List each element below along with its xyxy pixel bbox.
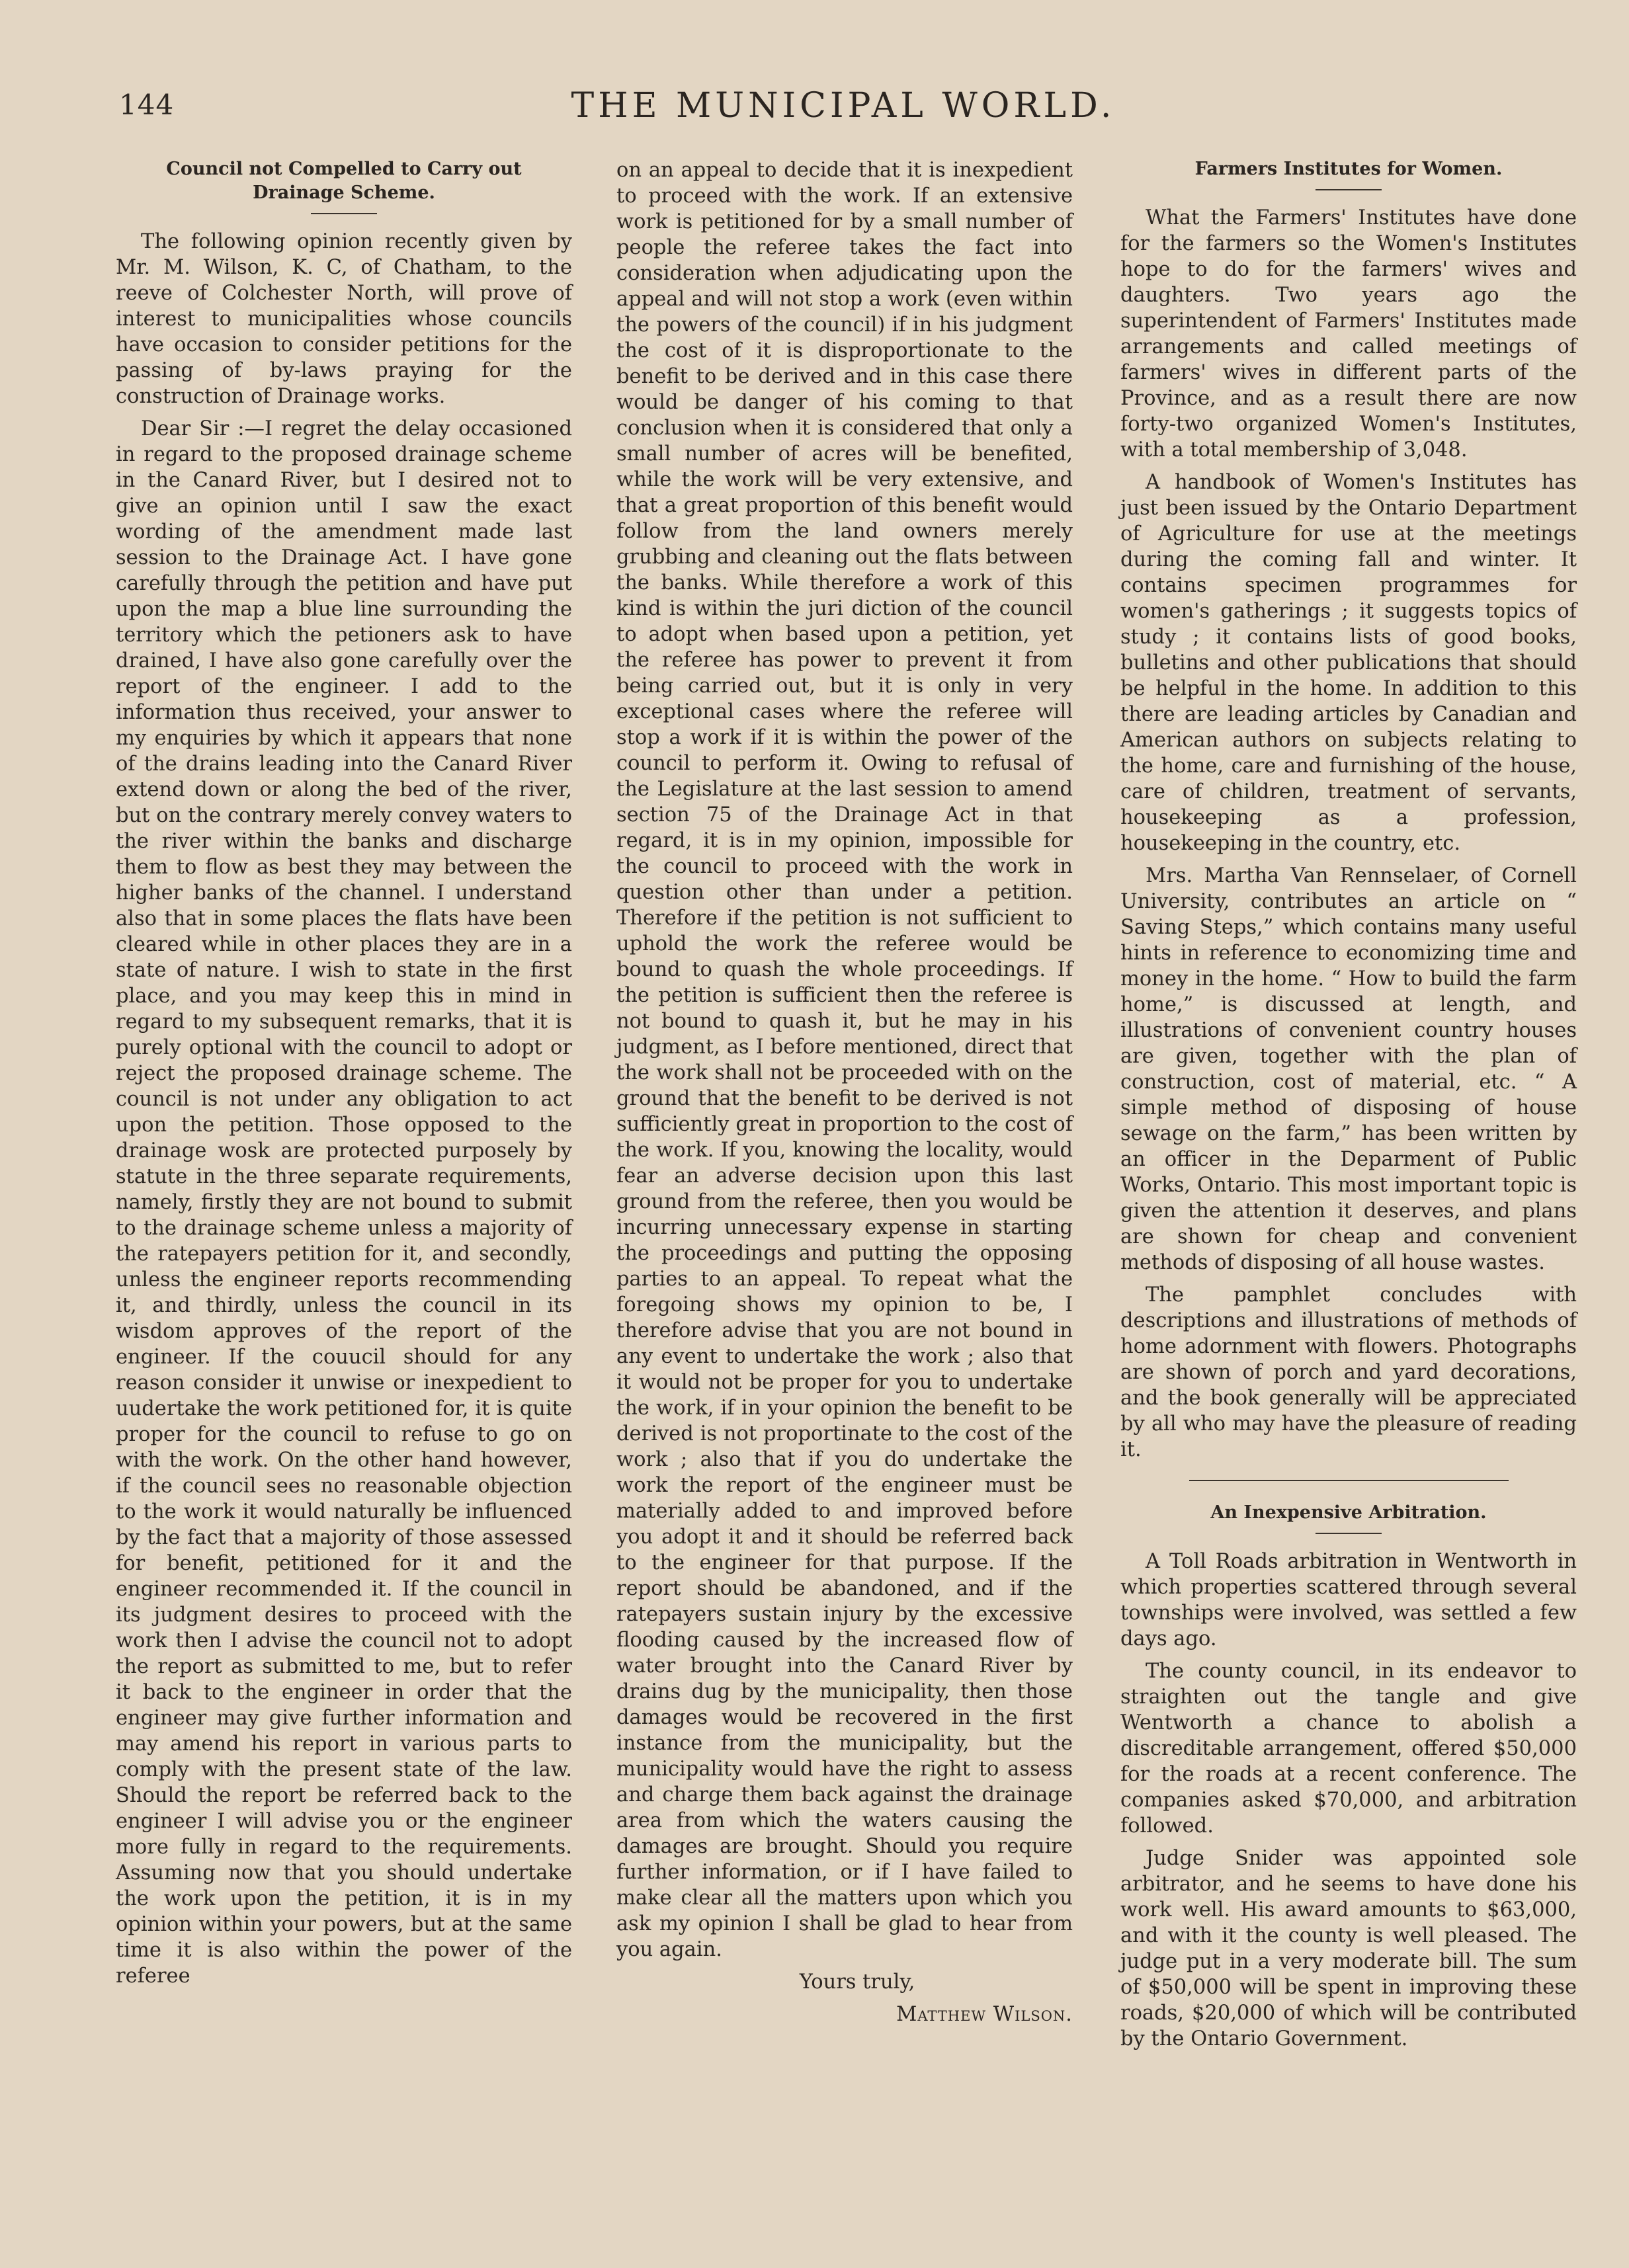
paragraph: Judge Snider was appointed sole arbitrator, and he seems to have done his work well. His award amounts to $63,000, and with it the county is well pleased. The judge put in a very moderate bill. The sum of $50,000 will be spent in improving these roads, $20,000 of which will be contributed by the Ontario Government. — [1120, 1847, 1577, 2050]
column-3 — [1120, 157, 1577, 2058]
letter-signature: Matthew Wilson. — [896, 2003, 1073, 2026]
article-title-women-institutes: Farmers Institutes for Women. — [1194, 159, 1503, 179]
letter-body-part1: Dear Sir :—I regret the delay occasioned in regard to the proposed drainage scheme in the Canard River, but I desired not to give an opinion until I saw the exact wording of the amendment made last session to the Drainage Act. I have gone carefully through the petition and have put upon the map a blue line surrounding the territory which the petioners ask to have drained, I have also gone carefully over the report of the engineer. I add to the information thus received, your answer to my enquiries by which it appears that none of the drains leading into the Canard River extend down or along the bed of the river, but on the contrary merely convey waters to the river within the banks and discharge them to flow as best they may between the higher banks of the channel. I understand also that in some places the flats have been cleared while in other places they are in a state of nature. I wish to state in the first place, and you may keep this in mind in regard to my subsequent remarks, that it is purely optional with the council to adopt or reject the proposed drainage scheme. The council is not under any obligation to act upon the petition. Those opposed to the drainage wosk are protected purposely by statute in the three separate requirements, namely, firstly they are not bound to submit to the drainage scheme unless a majority of the ratepayers petition for it, and secondly, unless the engineer reports recommending it, and thirdly, unless the council in its wisdom approves of the report of the engineer. If the couucil should for any reason consider it unwise or inexpedient to uudertake the work petitioned for, it is quite proper for the council to refuse to go on with the work. On the other hand however, if the council sees no reasonable objection to the work it would naturally be influenced by the fact that a majority of those assessed for benefit, petitioned for it and the engineer recommended it. If the council in its judgment desires to proceed with the work then I advise the council not to adopt the report as submitted to me, but to refer it back to the engineer in order that the engineer may give further information and may amend his report in various parts to comply with the present state of the law. Should the report be referred back to the engineer I will advise you or the engineer more fully in regard to the requirements. Assuming now that you should undertake the work upon the petition, it is in my opinion within your powers, but at the same time it is also within the power of the referee — [116, 417, 572, 1988]
column-1 — [116, 157, 572, 1996]
article-intro: The following opinion recently given by Mr. M. Wilson, K. C, of Chatham, to the reeve of Colchester North, will prove of interest to municipalities whose councils have occasion to consider petitions for the passing of by-laws praying for the construction of Drainage works. — [116, 230, 572, 408]
article-title-arbitration: An Inexpensive Arbitration. — [1210, 1502, 1487, 1523]
paragraph: A Toll Roads arbitration in Wentworth in which properties scattered through several townships were involved, was settled a few days ago. — [1120, 1550, 1577, 1650]
section-divider — [1189, 1480, 1509, 1481]
paragraph: The county council, in its endeavor to straighten out the tangle and give Wentworth a chance to abolish a discreditable arrangement, offered $50,000 for the roads at a recent conference. The companies asked $70,000, and arbitration followed. — [1120, 1660, 1577, 1838]
paragraph: The pamphlet concludes with descriptions and illustrations of methods of home adornment with flowers. Photographs are shown of porch and yard decorations, and the book generally will be appreciated by all who may have the pleasure of reading it. — [1120, 1283, 1577, 1461]
letter-body-part2: on an appeal to decide that it is inexpedient to proceed with the work. If an extensive work is petitioned for by a small number of people the referee takes the fact into consideration when adjudicating upon the appeal and will not stop a work (even within the powers of the council) if in his judgment the cost of it is disproportionate to the benefit to be derived and in this case there would be danger of his coming to that conclusion when it is considered that only a small number of acres will be benefited, while the work will be very extensive, and that a great proportion of this benefit would follow from the land owners merely grubbing and cleaning out the flats between the banks. While therefore a work of this kind is within the juri diction of the council to adopt when based upon a petition, yet the referee has power to prevent it from being carried out, but it is only in very exceptional cases where the referee will stop a work if it is within the power of the council to perform it. Owing to refusal of the Legislature at the last session to amend section 75 of the Drainage Act in that regard, it is in my opinion, impossible for the council to proceed with the work in question other than under a petition. Therefore if the petition is not sufficient to uphold the work the referee would be bound to quash the whole proceedings. If the petition is sufficient then the referee is not bound to quash it, but he may in his judgment, as I before mentioned, direct that the work shall not be proceeded with on the ground that the benefit to be derived is not sufficiently great in proportion to the cost of the work. If you, knowing the locality, would fear an adverse decision upon this last ground from the referee, then you would be incurring unnecessary expense in starting the proceedings and putting the opposing parties to an appeal. To repeat what the foregoing shows my opinion to be, I therefore advise that you are not bound in any event to undertake the work ; also that it would not be proper for you to undertake the work, if in your opinion the benefit to be derived is not proportinate to the cost of the work ; also that if you do undertake the work the report of the engineer must be materially added to and improved before you adopt it and it should be referred back to the engineer for that purpose. If the report should be abandoned, and if the ratepayers sustain injury by the excessive flooding caused by the increased flow of water brought into the Canard River by drains dug by the municipality, then those damages would be recovered in the first instance from the municipality, but the municipality would have the right to assess and charge them back against the drainage area from which the waters causing the damages are brought. Should you require further information, or if I have failed to make clear all the matters upon which you ask my opinion I shall be glad to hear from you again. — [616, 159, 1073, 1961]
title-rule — [1316, 1533, 1382, 1534]
title-rule — [311, 213, 377, 214]
paragraph: A handbook of Women's Institutes has just been issued by the Ontario Department of Agriculture for use at the meetings during the coming fall and winter. It contains specimen programmes for women's gatherings ; it suggests topics of study ; it contains lists of good books, bulletins and other publications that should be helpful in the home. In addition to this there are leading articles by Canadian and American authors on subjects relating to the home, care and furnishing of the house, care of children, treatment of servants, housekeeping as a profession, housekeeping in the country, etc. — [1120, 471, 1577, 855]
page-number: 144 — [119, 89, 175, 121]
journal-title: THE MUNICIPAL WORLD. — [571, 86, 1116, 126]
paragraph: Mrs. Martha Van Rennselaer, of Cornell University, contributes an article on “ Saving Steps,” which contains many useful hints in reference to economizing time and money in the home. “ How to build the farm home,” is discussed at length, and illustrations of convenient country houses are given, together with the plan of construction, cost of material, etc. “ A simple method of disposing of house sewage on the farm,” has been written by an officer in the Deparment of Public Works, Ontario. This most important topic is given the attention it deserves, and plans are shown for cheap and convenient methods of disposing of all house wastes. — [1120, 864, 1577, 1274]
paragraph: What the Farmers' Institutes have done for the farmers so the Women's Institutes hope to do for the farmers' wives and daughters. Two years ago the superintendent of Farmers' Institutes made arrangements and called meetings of farmers' wives in different parts of the Province, and as a result there are now forty-two organized Women's Institutes, with a total membership of 3,048. — [1120, 206, 1577, 462]
article-title-drainage: Council not Compelled to Carry out Drainage Scheme. — [166, 159, 522, 203]
page-header — [119, 86, 1567, 139]
letter-closing: Yours truly, — [799, 1970, 915, 1994]
column-2 — [616, 157, 1073, 2034]
title-rule — [1316, 189, 1382, 190]
